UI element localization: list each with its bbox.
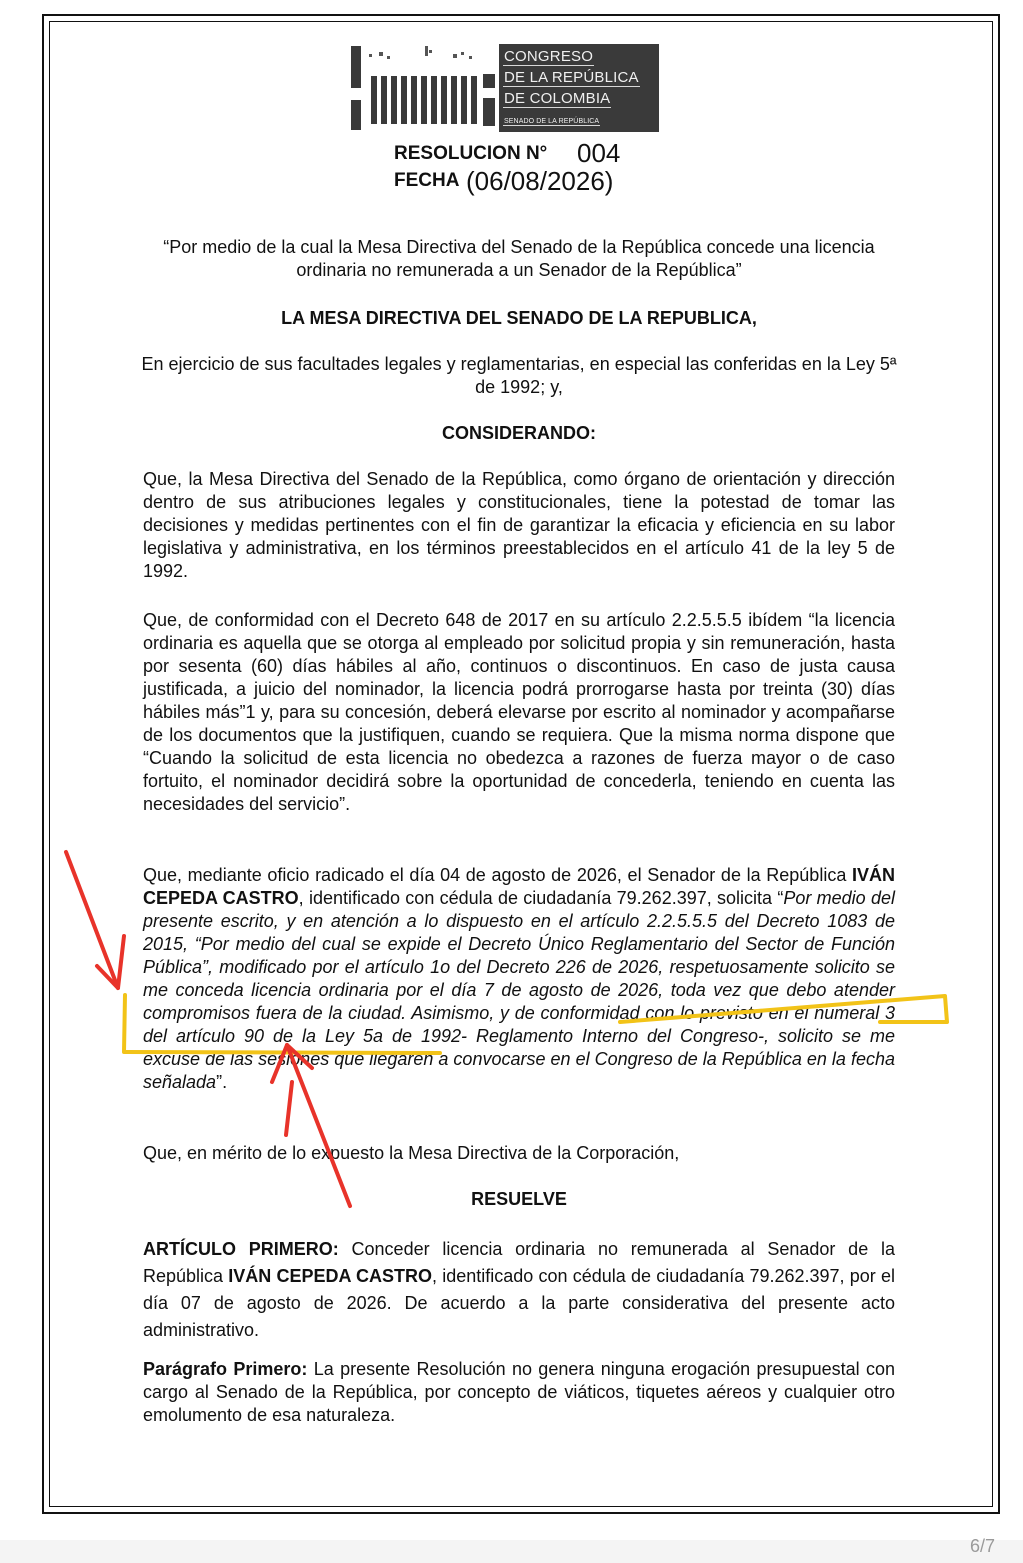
resuelve-heading: RESUELVE	[471, 1189, 567, 1209]
resolution-subject: “Por medio de la cual la Mesa Directiva del Senado de la República concede una licencia ordinaria no remunerada a un Senador de la República”	[163, 237, 875, 280]
considerando-heading: CONSIDERANDO:	[441, 423, 596, 443]
capitol-stripes-icon	[349, 44, 499, 132]
logo-line-2: DE LA REPÚBLICA	[504, 69, 639, 86]
senator-name: IVÁN CEPEDA CASTRO	[143, 865, 895, 908]
logo-line-1: CONGRESO	[504, 48, 594, 65]
considerando-paragraph-4: Que, en mérito de lo expuesto la Mesa Directiva de la Corporación,	[143, 1143, 680, 1163]
page-indicator: 6/7	[970, 1536, 996, 1556]
considerando-paragraph-3	[143, 864, 895, 1094]
article-primero-text-1: Conceder licencia ordinaria no remunerada al Senador de la República	[143, 1239, 895, 1286]
article-senator-name: IVÁN CEPEDA CASTRO	[228, 1266, 433, 1286]
logo-line-4: SENADO DE LA REPÚBLICA	[504, 118, 600, 125]
logo-line-3: DE COLOMBIA	[504, 90, 611, 107]
para3-text-3: ”.	[216, 1072, 228, 1092]
considerando-paragraph-1: Que, la Mesa Directiva del Senado de la República, como órgano de orientación y dirección dentro de sus atribuciones legales y constitucionales, tiene la potestad de tomar las decisiones y medidas pertinentes con el fin de garantizar la eficacia y eficiencia en su labor legislativa y administrativa, en los términos preestablecidos en el artículo 41 de la ley 5 de 1992.	[143, 469, 895, 581]
resolution-number: 004	[577, 138, 621, 168]
paragrafo-primero	[143, 1358, 895, 1427]
considerando-paragraph-2: Que, de conformidad con el Decreto 648 de 2017 en su artículo 2.2.5.5.5 ibídem “la licencia ordinaria es aquella que se otorga al empleado por solicitud propia y sin remuneración, hasta por sesenta (60) días hábiles al año, continuos o discontinuos. En caso de justa causa justificada, a juicio del nominador, la licencia podrá prorrogarse hasta por treinta (30) días hábiles más”1 y, para su concesión, deberá elevarse por escrito al nominador y acompañarse de los documentos que la justifiquen, cuando se requiera. Que la misma norma dispone que “Cuando la solicitud de esta licencia no obedezca a razones de fuerza mayor o de caso fortuito, el nominador decidirá sobre la oportunidad de concederla, teniendo en cuenta las necesidades del servicio”.	[143, 610, 895, 814]
para3-text-1: Que, mediante oficio radicado el día 04 de agosto de 2026, el Senador de la República	[143, 865, 852, 885]
faculties-text: En ejercicio de sus facultades legales y reglamentarias, en especial las conferidas en la Ley 5ª de 1992; y,	[141, 354, 897, 397]
authority-heading: LA MESA DIRECTIVA DEL SENADO DE LA REPUBLICA,	[281, 308, 757, 328]
paragrafo-primero-label: Parágrafo Primero:	[143, 1359, 308, 1379]
congress-logo	[349, 44, 659, 132]
para3-text-2: , identificado con cédula de ciudadanía 79.262.397, solicita “	[298, 888, 784, 908]
resolution-label: RESOLUCION N°	[394, 143, 548, 164]
date-value: (06/08/2026)	[466, 166, 614, 196]
paragrafo-primero-text: La presente Resolución no genera ninguna erogación presupuestal con cargo al Senado de la República, por concepto de viáticos, tiquetes aéreos y cualquier otro emolumento de esa naturaleza.	[143, 1359, 895, 1425]
logo-text-panel	[499, 44, 659, 132]
article-primero-label: ARTÍCULO PRIMERO:	[143, 1239, 339, 1259]
article-primero-text-2: , identificado con cédula de ciudadanía 79.262.397, por el día 07 de agosto de 2026. De acuerdo a la parte considerativa del presente acto administrativo.	[143, 1266, 895, 1340]
date-label: FECHA	[394, 170, 460, 191]
article-primero	[143, 1236, 895, 1344]
senator-request-quote: Por medio del presente escrito, y en atención a lo dispuesto en el artículo 2.2.5.5.5 del Decreto 1083 de 2015, “Por medio del cual se expide el Decreto Único Reglamentario del Sector de Función Pública”, modificado por el artículo 1o del Decreto 226 de 2026, respetuosamente solicito se me conceda licencia ordinaria por el día 7 de agosto de 2026, toda vez que debo atender compromisos fuera de la ciudad. Asimismo, y de conformidad con lo previsto en el numeral 3 del artículo 90 de la Ley 5a de 1992- Reglamento Interno del Congreso-, solicito se me excuse de las sesiones que llegaren a convocarse en el Congreso de la República en la fecha señalada	[143, 888, 895, 1092]
